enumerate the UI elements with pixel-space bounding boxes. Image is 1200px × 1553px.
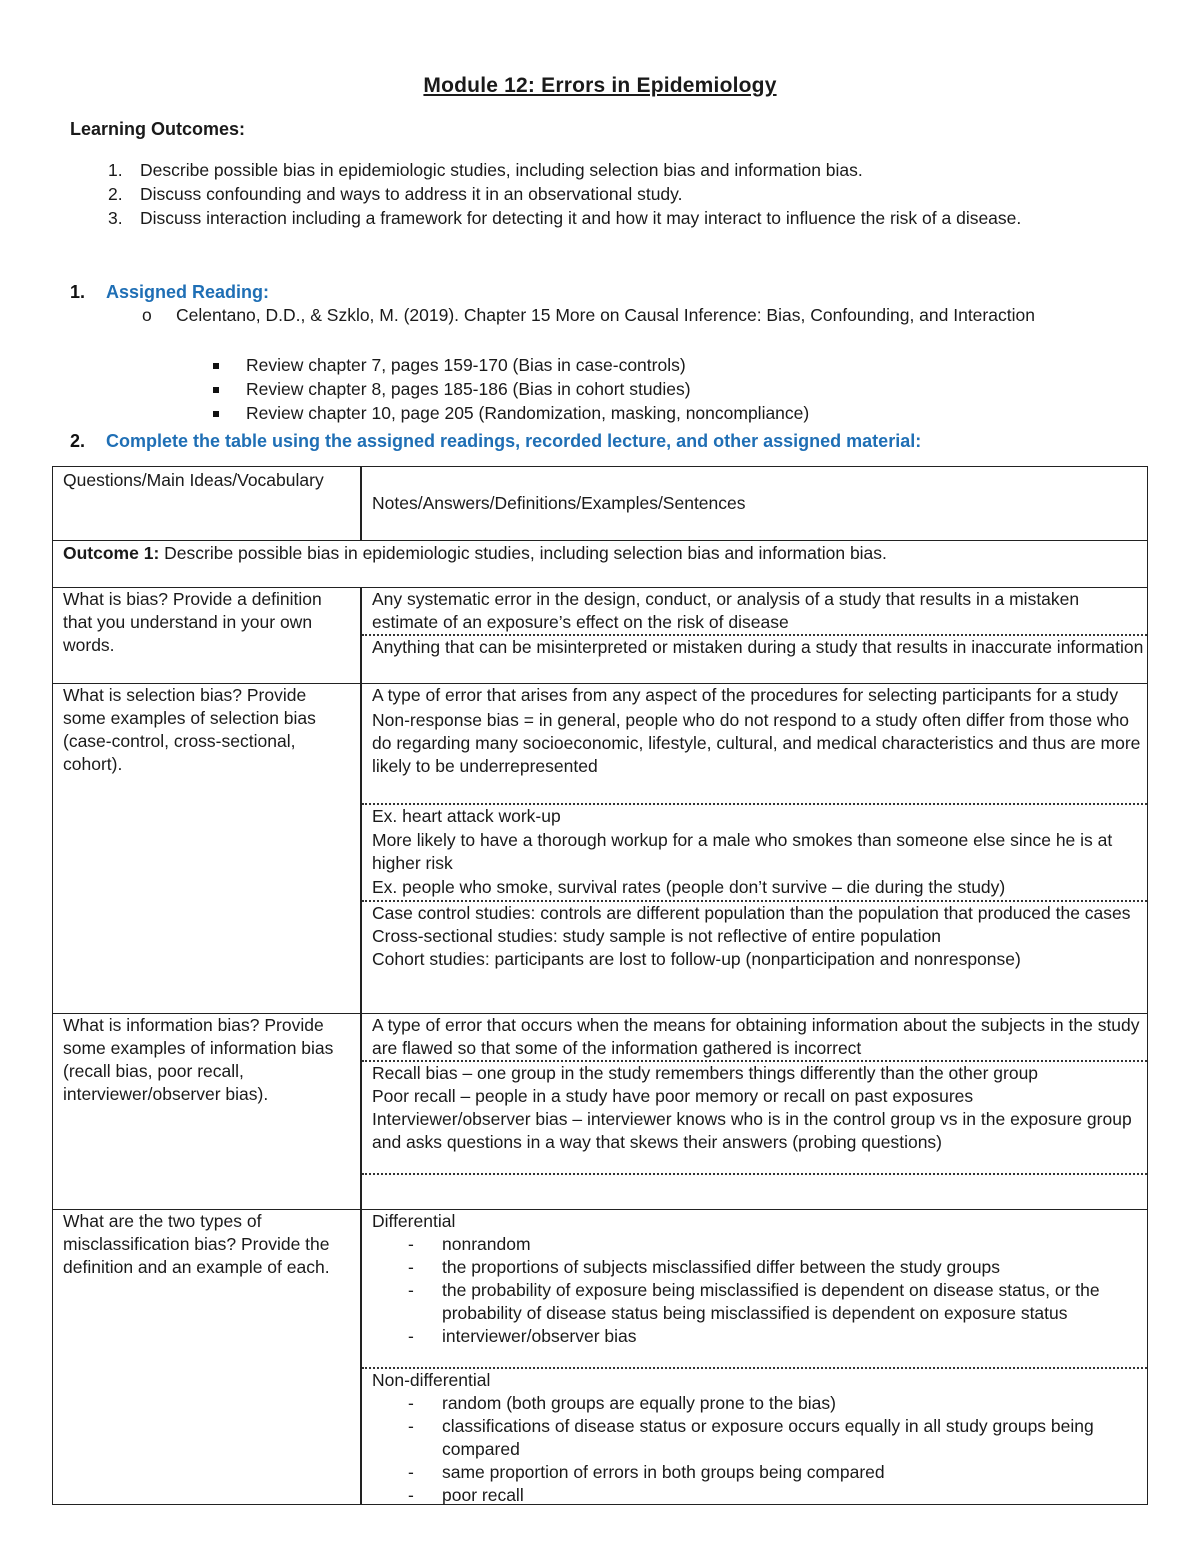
question-cell: What are the two types of misclassification bias? Provide the definition and an example of each. [53,1210,362,1505]
section-assigned-reading: 1. Assigned Reading: [70,282,270,302]
reading-citation: o Celentano, D.D., & Szklo, M. (2019). Chapter 15 More on Causal Inference: Bias, Confounding, and Interaction [142,305,1035,325]
answer-cell: Differential - nonrandom - the proportions of subjects misclassified differ between the study groups - the probability of exposure being misclassified is dependent on disease status, or the probability of disease status being misclassified is dependent on exposure status - interviewer/observer bias Non-differential - random (both groups are equally prone to the bias) - classifications of disease status or exposure occurs equally in all study groups being compared - same proportion of errors in both groups being compared - poor recall [361,1210,1148,1505]
list-item: 1. Describe possible bias in epidemiologic studies, including selection bias and information bias. [108,160,863,180]
notes-table [52,466,1148,1505]
list-item: - nonrandom [442,1233,1147,1256]
learning-outcomes-heading: Learning Outcomes: [70,119,246,139]
list-item: Review chapter 10, page 205 (Randomization, masking, noncompliance) [246,402,1126,425]
answer-cell: A type of error that arises from any aspect of the procedures for selecting participants for a study Non-response bias = in general, people who do not respond to a study often differ from those who do regarding many socioeconomic, lifestyle, cultural, and medical characteristics and thus are more likely to be underrepresented Ex. heart attack work-up More likely to have a thorough workup for a male who smokes than someone else since he is at higher risk Ex. people who smoke, survival rates (people don’t survive – die during the study) Case control studies: controls are different population than the population that produced the cases Cross-sectional studies: study sample is not reflective of entire population Cohort studies: participants are lost to follow-up (nonparticipation and nonresponse) [361,684,1148,1014]
list-item: - interviewer/observer bias [442,1325,1147,1348]
list-item: - the probability of exposure being misclassified is dependent on disease status, or the probability of disease status being misclassified is dependent on exposure status [442,1279,1147,1325]
table-header-row [53,467,1148,541]
list-item: - classifications of disease status or exposure occurs equally in all study groups being compared [442,1415,1147,1461]
list-item: - same proportion of errors in both groups being compared [442,1461,1147,1484]
list-item: 3. Discuss interaction including a framework for detecting it and how it may interact to influence the risk of a disease. [108,208,1022,228]
table-row [53,1014,1148,1210]
list-item: - the proportions of subjects misclassified differ between the study groups [442,1256,1147,1279]
list-item: Review chapter 7, pages 159-170 (Bias in case-controls) [246,354,1126,377]
square-bullet-icon [213,411,219,417]
page-title: Module 12: Errors in Epidemiology [423,74,777,97]
answer-cell: Any systematic error in the design, conduct, or analysis of a study that results in a mistaken estimate of an exposure’s effect on the risk of disease Anything that can be misinterpreted or mistaken during a study that results in inaccurate information [361,588,1148,684]
table-row [53,684,1148,1014]
section-heading: Complete the table using the assigned readings, recorded lecture, and other assigned material: [106,431,922,451]
table-row [53,588,1148,684]
learning-outcomes-list [108,159,1100,231]
header-left-cell: Questions/Main Ideas/Vocabulary [53,467,362,541]
list-item: 2. Discuss confounding and ways to address it in an observational study. [108,184,683,204]
table-row [53,1210,1148,1505]
list-item: - random (both groups are equally prone to the bias) [442,1392,1147,1415]
section-heading: Assigned Reading: [106,282,270,302]
square-bullet-icon [213,363,219,369]
question-cell: What is bias? Provide a definition that you understand in your own words. [53,588,362,684]
section-complete-table: 2. Complete the table using the assigned readings, recorded lecture, and other assigned material: [70,431,922,451]
list-item: - poor recall [442,1484,1147,1507]
reading-subitems [246,354,1126,426]
list-item: Review chapter 8, pages 185-186 (Bias in cohort studies) [246,378,1126,401]
empty-answer [362,1175,1147,1209]
non-differential-list [372,1392,1147,1507]
circle-bullet-icon: o [142,305,152,325]
differential-list [372,1233,1147,1348]
header-right-cell: Notes/Answers/Definitions/Examples/Sentences [361,467,1148,541]
question-cell: What is selection bias? Provide some examples of selection bias (case-control, cross-sectional, cohort). [53,684,362,1014]
square-bullet-icon [213,387,219,393]
outcome-row [53,541,1148,588]
answer-cell: A type of error that occurs when the means for obtaining information about the subjects in the study are flawed so that some of the information gathered is incorrect Recall bias – one group in the study remembers things differently than the other group Poor recall – people in a study have poor memory or recall on past exposures Interviewer/observer bias – interviewer knows who is in the control group vs in the exposure group and asks questions in a way that skews their answers (probing questions) [361,1014,1148,1210]
question-cell: What is information bias? Provide some examples of information bias (recall bias, poor recall, interviewer/observer bias). [53,1014,362,1210]
outcome-cell: Outcome 1: Describe possible bias in epidemiologic studies, including selection bias and information bias. [53,541,1148,588]
